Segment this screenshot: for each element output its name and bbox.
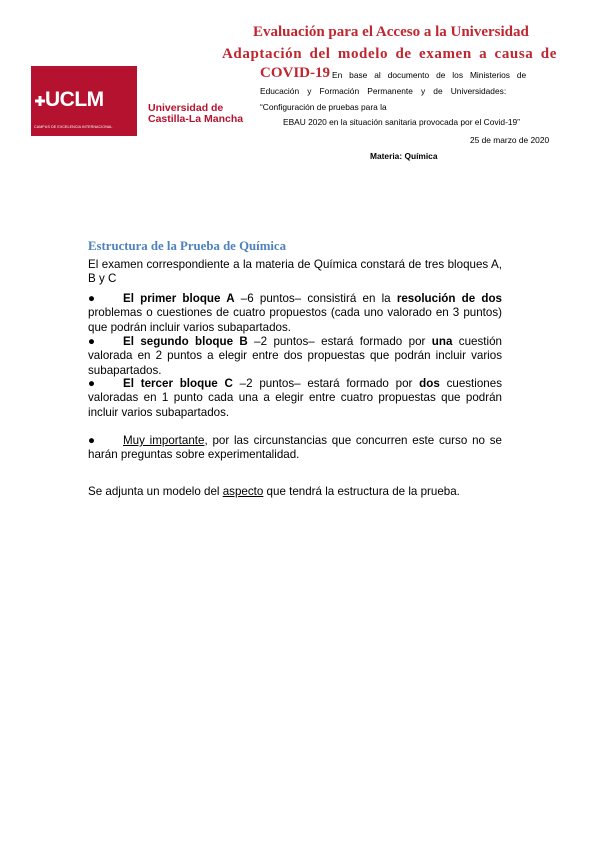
bullet-a-bold: resolución de dos [396, 292, 502, 305]
bullet-c-text2: cuestiones valoradas en 1 punto cada una a elegir entre cuatro propuestas que podrán incluir varios subapartados. [88, 377, 502, 419]
university-line-1: Universidad de [148, 102, 224, 114]
uclm-cross-icon [35, 96, 45, 106]
closing-text1: Se adjunta un modelo del [88, 485, 223, 498]
bullet-b-text1: –2 puntos– estará formado por [247, 335, 432, 348]
university-name [148, 103, 243, 125]
logo-tagline: CAMPUS DE EXCELENCIA INTERNACIONAL [34, 125, 113, 129]
intro-paragraph: El examen correspondiente a la materia de Química constará de tres bloques A, B y C [88, 258, 502, 286]
closing-underline: aspecto [222, 485, 264, 498]
bullet-c-text1: –2 puntos– estará formado por [232, 377, 420, 390]
doc-line-4: EBAU 2020 en la situación sanitaria provocada por el Covid-19” [283, 117, 520, 127]
bullet-block-c [88, 377, 502, 420]
header-subtitle: Adaptación del modelo de examen a causa de [222, 46, 557, 62]
doc-subject: Materia: Química [370, 151, 438, 161]
doc-line-3: “Configuración de pruebas para la [260, 102, 387, 112]
bullet-c-bold: dos [419, 377, 440, 390]
bullet-block-a [88, 292, 502, 335]
closing-paragraph [88, 485, 502, 499]
bullet-dot: ● [88, 434, 96, 447]
bullet-dot: ● [88, 377, 96, 390]
bullet-b-text2: cuestión valorada en 2 puntos a elegir entre dos propuestas que podrán incluir varios subapartados. [88, 335, 502, 377]
bullet-b-title: El segundo bloque B [123, 335, 248, 348]
bullet-a-title: El primer bloque A [123, 292, 235, 305]
important-label: Muy importante [123, 434, 205, 447]
header-covid: COVID-19 [260, 65, 330, 81]
bullet-b-bold: una [431, 335, 453, 348]
university-line-2: Castilla-La Mancha [148, 113, 244, 125]
bullet-dot: ● [88, 335, 96, 348]
uclm-logo [31, 66, 137, 136]
bullet-important [88, 434, 502, 463]
bullet-a-text1: –6 puntos– consistirá en la [234, 292, 397, 305]
bullet-c-title: El tercer bloque C [123, 377, 233, 390]
closing-text2: que tendrá la estructura de la prueba. [263, 485, 460, 498]
bullet-block-b [88, 335, 502, 378]
logo-text: UCLM [45, 88, 104, 111]
section-title: Estructura de la Prueba de Química [88, 239, 286, 253]
doc-line-1: En base al documento de los Ministerios de [332, 70, 527, 80]
important-text: , por las circunstancias que concurren este curso no se harán preguntas sobre experimentalidad. [88, 434, 502, 462]
bullet-a-text2: problemas o cuestiones de cuatro propuestos (cada uno valorado en 3 puntos) que podrán incluir varios subapartados. [88, 306, 502, 334]
doc-date: 25 de marzo de 2020 [470, 135, 550, 145]
header-title: Evaluación para el Acceso a la Universidad [253, 24, 529, 40]
bullet-dot: ● [88, 292, 96, 305]
doc-line-2: Educación y Formación Permanente y de Universidades: [260, 86, 507, 96]
